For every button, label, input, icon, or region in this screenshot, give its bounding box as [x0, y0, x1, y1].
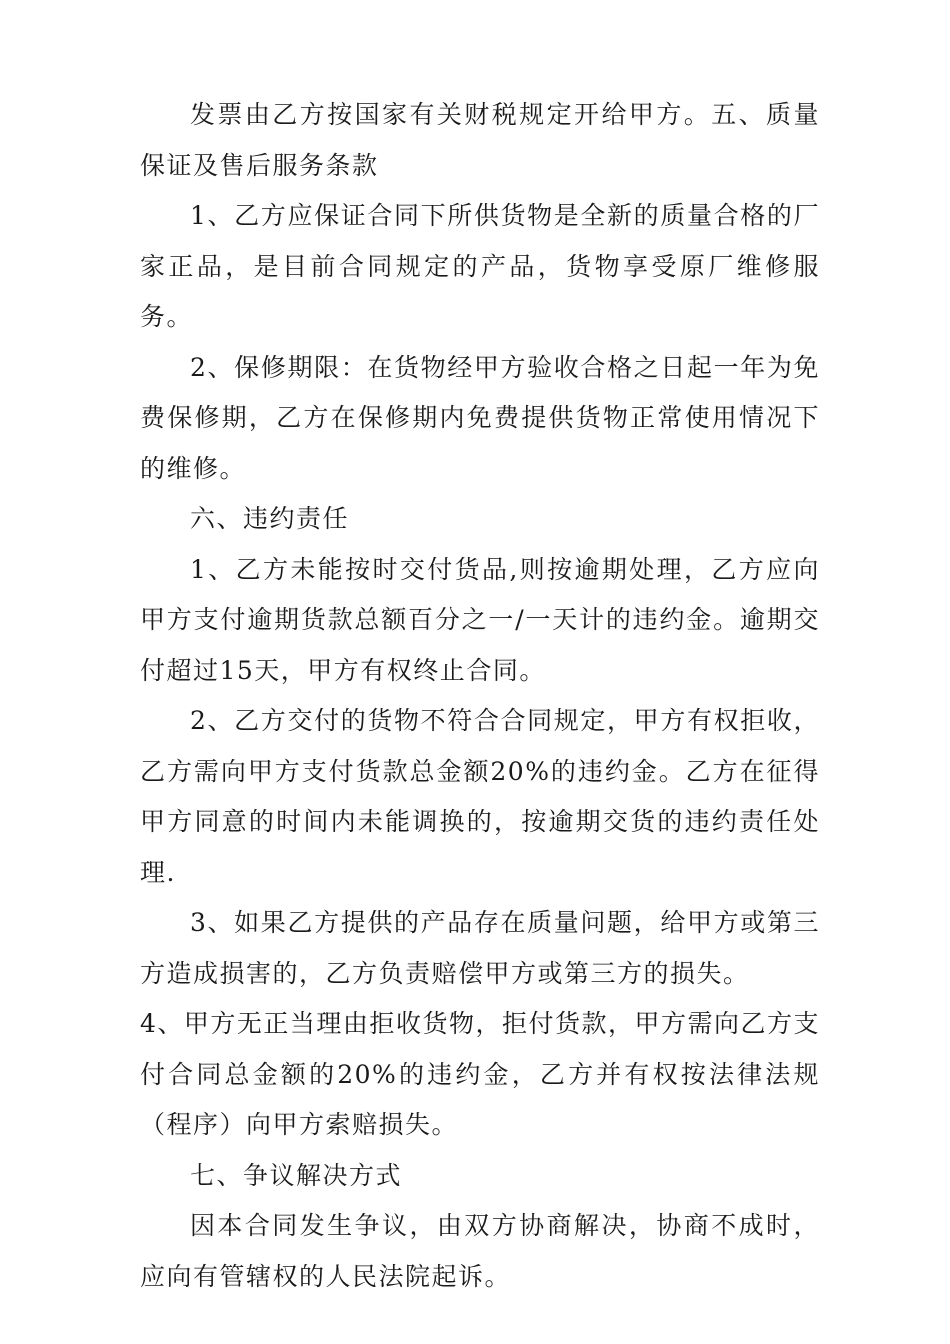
- paragraph-breach-clause-1: 1、乙方未能按时交付货品,则按逾期处理，乙方应向甲方支付逾期货款总额百分之一/一天计的违约金。逾期交付超过15天，甲方有权终止合同。: [140, 554, 820, 685]
- paragraph-breach-clause-3: 3、如果乙方提供的产品存在质量问题，给甲方或第三方造成损害的，乙方负责赔偿甲方或第三方的损失。: [140, 908, 820, 988]
- paragraph-breach-clause-2: 2、乙方交付的货物不符合合同规定，甲方有权拒收，乙方需向甲方支付货款总金额20%的违约金。乙方在征得甲方同意的时间内未能调换的，按逾期交货的违约责任处理.: [140, 706, 820, 887]
- section-heading-dispute-resolution: 七、争议解决方式: [190, 1160, 403, 1190]
- paragraph-quality-clause-1: 1、乙方应保证合同下所供货物是全新的质量合格的厂家正品，是目前合同规定的产品，货物享受原厂维修服务。: [140, 201, 820, 331]
- contract-body: [140, 90, 820, 1302]
- paragraph-invoice-and-quality-heading: 发票由乙方按国家有关财税规定开给甲方。五、质量保证及售后服务条款: [140, 100, 820, 180]
- paragraph-breach-clause-4: 4、甲方无正当理由拒收货物，拒付货款，甲方需向乙方支付合同总金额的20%的违约金，乙方并有权按法律法规（程序）向甲方索赔损失。: [140, 1009, 820, 1139]
- paragraph-dispute-clause: 因本合同发生争议，由双方协商解决，协商不成时，应向有管辖权的人民法院起诉。: [140, 1211, 820, 1291]
- section-heading-breach-liability: 六、违约责任: [190, 504, 350, 533]
- paragraph-quality-clause-2: 2、保修期限：在货物经甲方验收合格之日起一年为免费保修期，乙方在保修期内免费提供货物正常使用情况下的维修。: [140, 352, 820, 483]
